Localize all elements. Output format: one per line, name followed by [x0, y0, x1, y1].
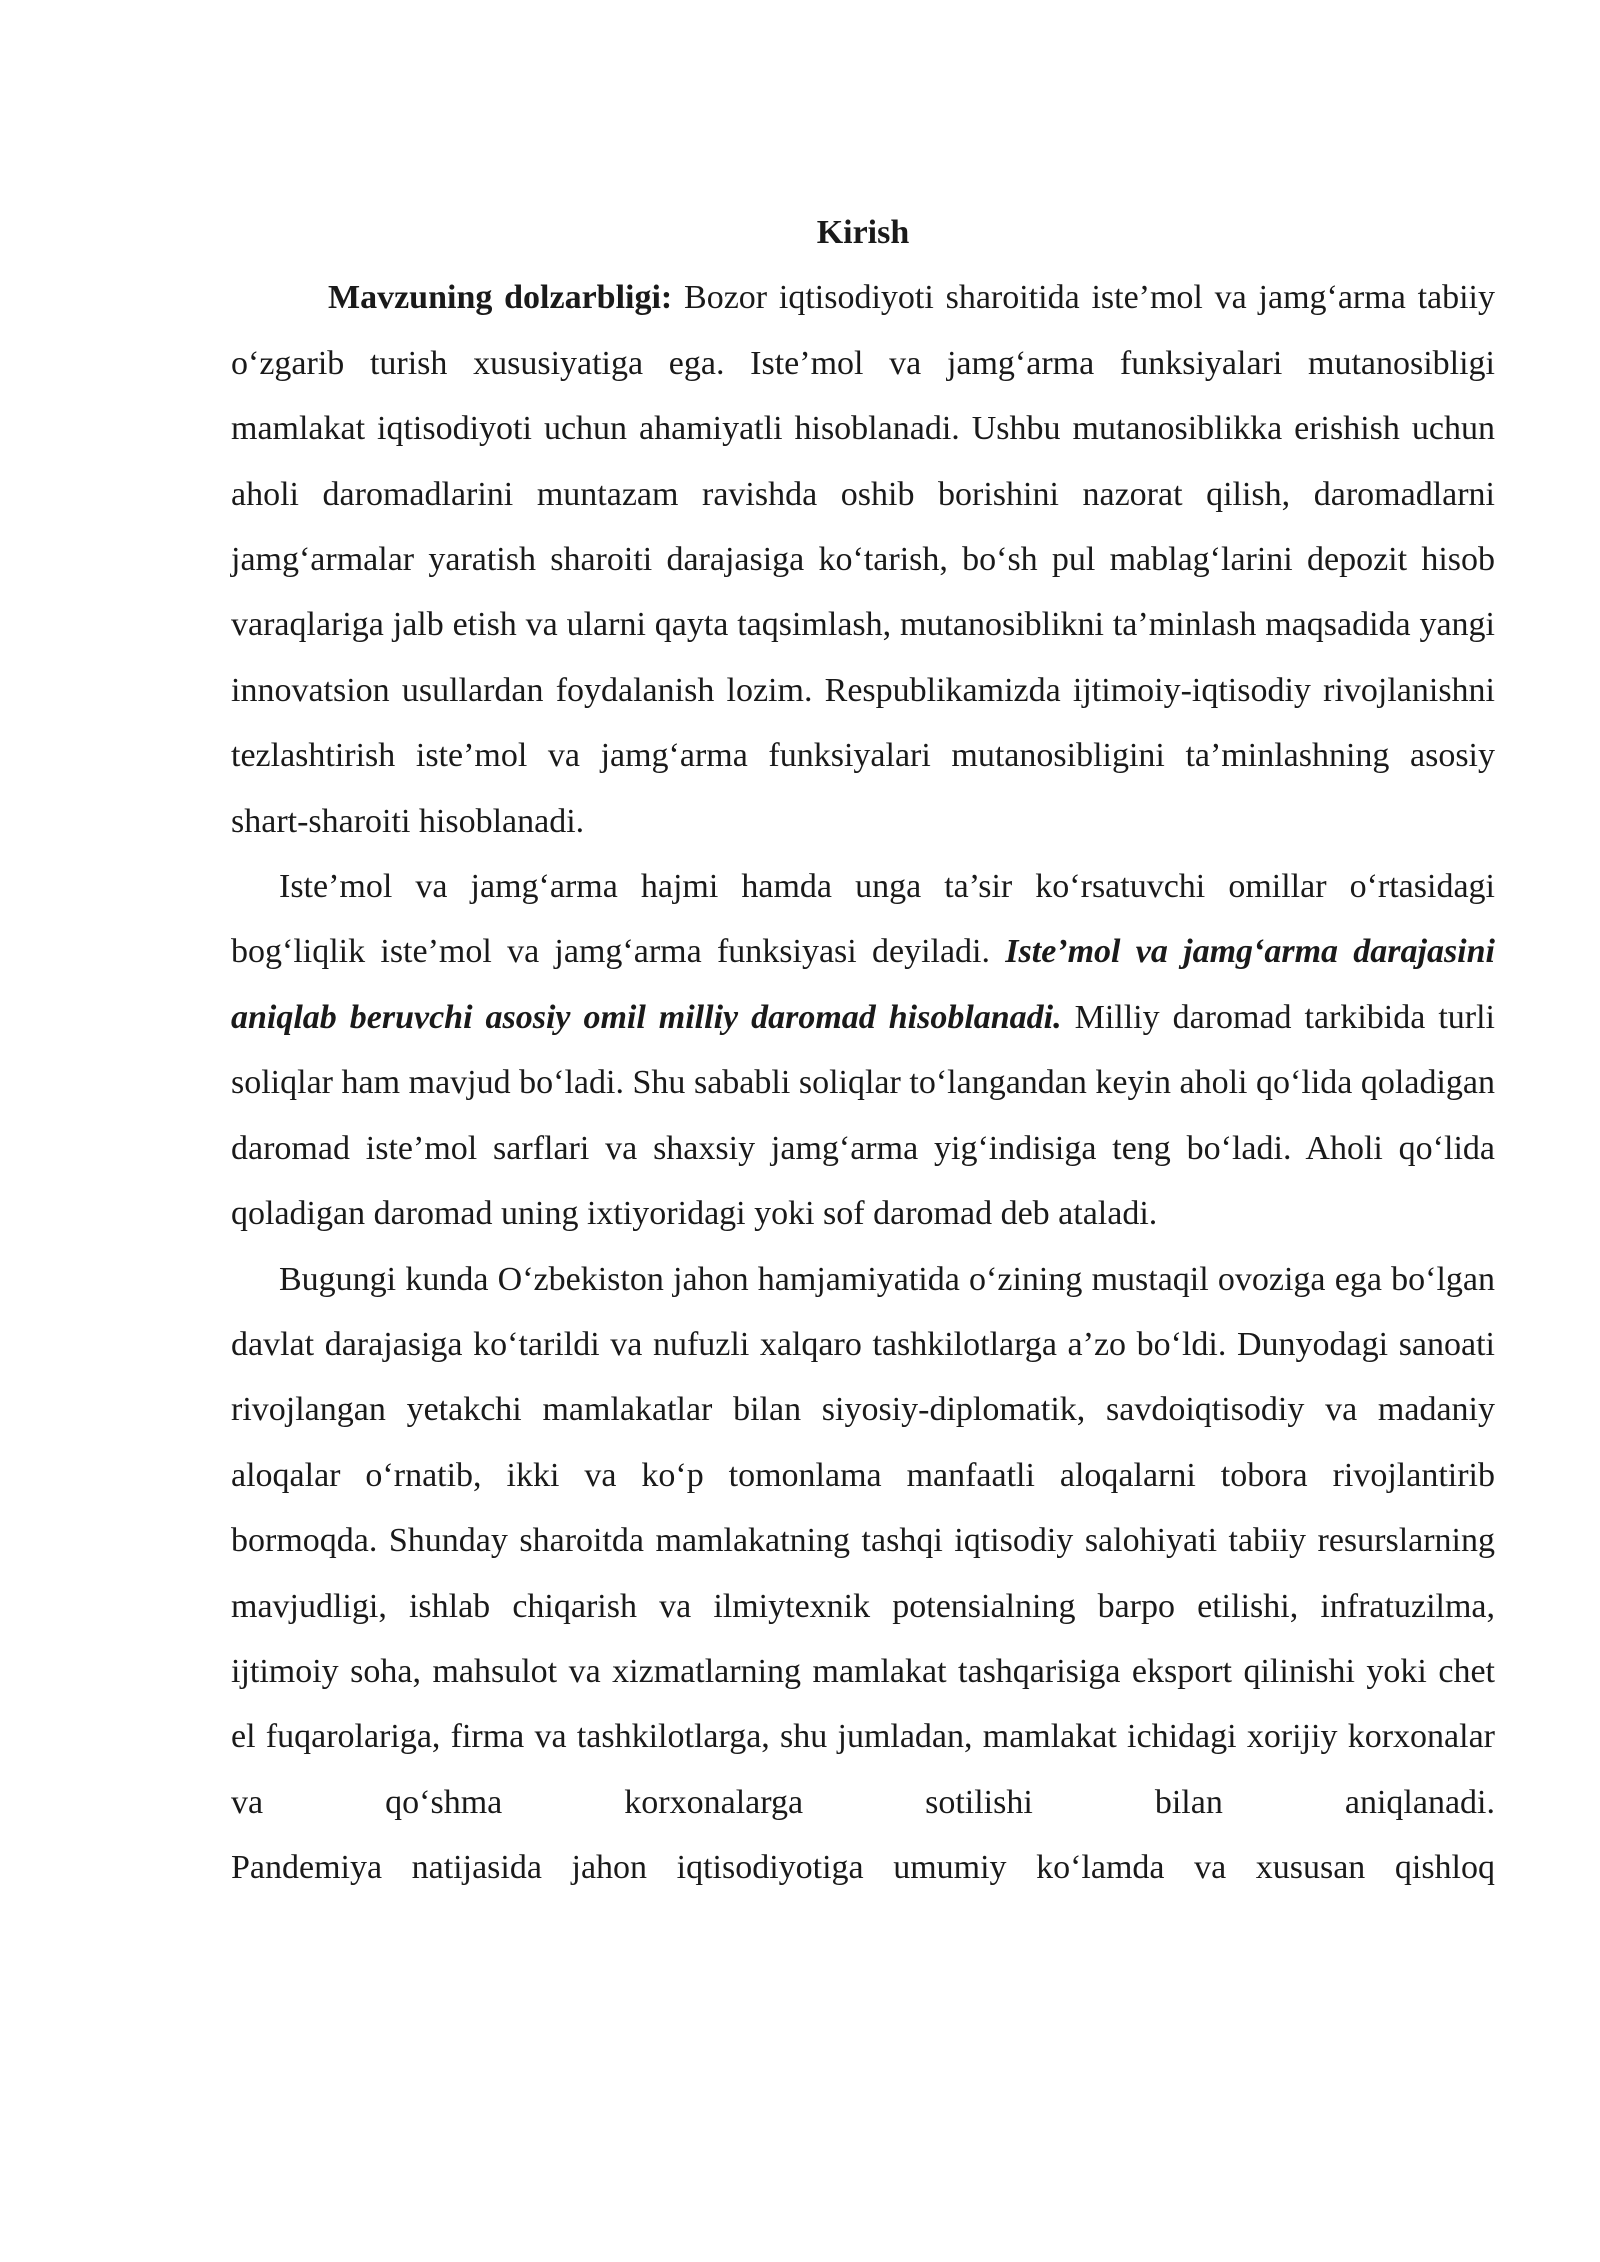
paragraph-relevance [231, 265, 1495, 854]
consumption-emphasis: Iste’mol va jamg‘arma darajasini aniqlab beruvchi asosiy omil milliy daromad hisoblanadi. [231, 933, 1495, 1036]
paragraph-pandemic: Pandemiya natijasida jahon iqtisodiyotiga umumiy ko‘lamda va xususan qishloq [231, 1849, 1495, 1887]
paragraph-consumption-function [231, 854, 1495, 1246]
consumption-text-after: Milliy daromad tarkibida turli soliqlar ham mavjud bo‘ladi. Shu sababli soliqlar to‘langandan keyin aholi qo‘lida qoladigan daromad iste’mol sarflari va shaxsiy jamg‘arma yig‘indisiga teng bo‘ladi. Aholi qo‘lida qoladigan daromad uning ixtiyoridagi yoki sof daromad deb ataladi. [231, 998, 1495, 1233]
paragraph-uzbekistan: Bugungi kunda O‘zbekiston jahon hamjamiyatida o‘zining mustaqil ovoziga ega bo‘lgan davlat darajasiga ko‘tarildi va nufuzli xalqaro tashkilotlarga a’zo bo‘ldi. Dunyodagi sanoati rivojlangan yetakchi mamlakatlar bilan siyosiy-diplomatik, savdoiqtisodiy va madaniy aloqalar o‘rnatib, ikki va ko‘p tomonlama manfaatli aloqalarni tobora rivojlantirib bormoqda. Shunday sharoitda mamlakatning tashqi iqtisodiy salohiyati tabiiy resurslarning mavjudligi, ishlab chiqarish va ilmiytexnik potensialning barpo etilishi, infratuzilma, ijtimoiy soha, mahsulot va xizmatlarning mamlakat tashqarisiga eksport qilinishi yoki chet el fuqarolariga, firma va tashkilotlarga, shu jumladan, mamlakat ichidagi xorijiy korxonalar va qo‘shma korxonalarga sotilishi bilan aniqlanadi. [231, 1260, 1495, 1821]
relevance-lead: Mavzuning dolzarbligi: [328, 279, 673, 317]
document-title: Kirish [816, 214, 910, 251]
document-page [231, 200, 1495, 1901]
consumption-text-before: Iste’mol va jamg‘arma hajmi hamda unga ta’sir ko‘rsatuvchi omillar o‘rtasidagi bog‘liqlik iste’mol va jamg‘arma funksiyasi deyiladi. [231, 868, 1495, 971]
relevance-text: Bozor iqtisodiyoti sharoitida iste’mol va jamg‘arma tabiiy o‘zgarib turish xususiyatiga ega. Iste’mol va jamg‘arma funksiyalari mutanosibligi mamlakat iqtisodiyoti uchun ahamiyatli hisoblanadi. Ushbu mutanosiblikka erishish uchun aholi daromadlarini muntazam ravishda oshib borishini nazorat qilish, daromadlarni jamg‘armalar yaratish sharoiti darajasiga ko‘tarish, bo‘sh pul mablag‘larini depozit hisob varaqlariga jalb etish va ularni qayta taqsimlash, mutanosiblikni ta’minlash maqsadida yangi innovatsion usullardan foydalanish lozim. Respublikamizda ijtimoiy-iqtisodiy rivojlanishni tezlashtirish iste’mol va jamg‘arma funksiyalari mutanosibligini ta’minlashning asosiy shart-sharoiti hisoblanadi. [231, 279, 1495, 840]
